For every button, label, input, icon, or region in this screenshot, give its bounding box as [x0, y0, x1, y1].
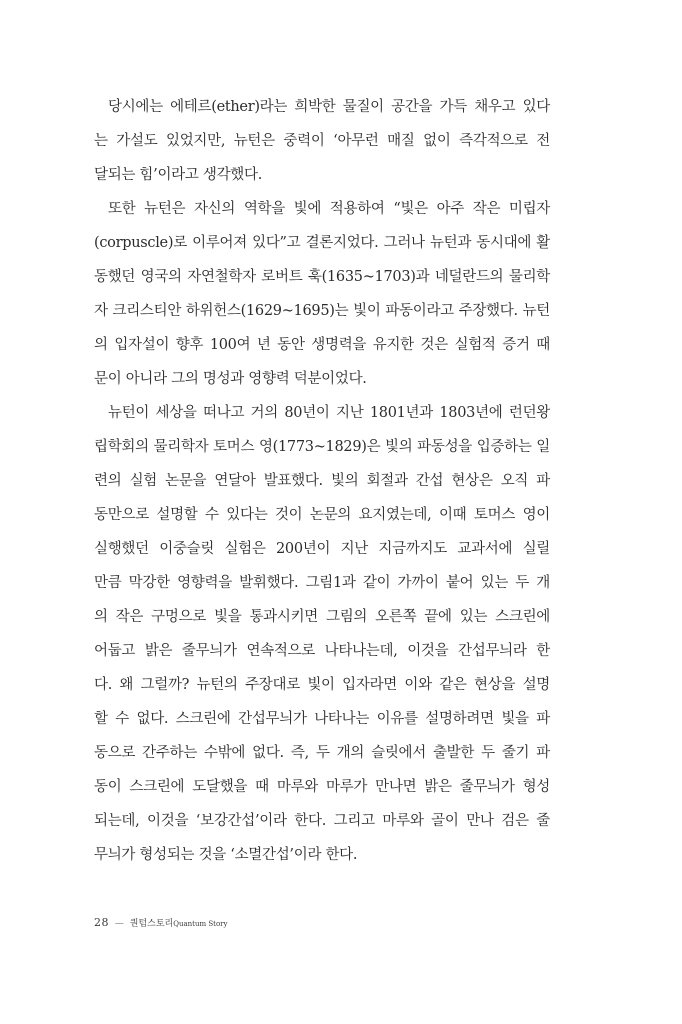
page-number: 28	[94, 916, 109, 929]
body-line: 당시에는 에테르(ether)라는 희박한 물질이 공간을 가득 채우고 있다	[108, 99, 550, 115]
body-line: 다. 왜 그럴까? 뉴턴의 주장대로 빛이 입자라면 이와 같은 현상을 설명	[94, 677, 550, 693]
body-line: 의 작은 구멍으로 빛을 통과시키면 그림의 오른쪽 끝에 있는 스크린에	[94, 609, 550, 625]
body-line: 는 가설도 있었지만, 뉴턴은 중력이 ‘아무런 매질 없이 즉각적으로 전	[94, 133, 550, 149]
body-line: 동했던 영국의 자연철학자 로버트 훅(1635~1703)과 네덜란드의 물리학	[94, 269, 550, 285]
body-line: 무늬가 형성되는 것을 ‘소멸간섭’이라 한다.	[94, 847, 358, 863]
body-line: 뉴턴이 세상을 떠나고 거의 80년이 지난 1801년과 1803년에 런던왕	[108, 405, 550, 421]
body-line: 달되는 힘’이라고 생각했다.	[94, 167, 263, 183]
body-line: 실행했던 이중슬릿 실험은 200년이 지난 지금까지도 교과서에 실릴	[94, 541, 550, 557]
body-line: 되는데, 이것을 ‘보강간섭’이라 한다. 그리고 마루와 골이 만나 검은 줄	[94, 813, 550, 829]
body-line: 동이 스크린에 도달했을 때 마루와 마루가 만나면 밝은 줄무늬가 형성	[94, 779, 550, 795]
body-line: 동으로 간주하는 수밖에 없다. 즉, 두 개의 슬릿에서 출발한 두 줄기 파	[94, 745, 550, 761]
body-line: (corpuscle)로 이루어져 있다”고 결론지었다. 그러나 뉴턴과 동시대에 활	[94, 235, 550, 251]
body-line: 할 수 없다. 스크린에 간섭무늬가 나타나는 이유를 설명하려면 빛을 파	[94, 711, 550, 727]
body-line: 만큼 막강한 영향력을 발휘했다. 그림1과 같이 가까이 붙어 있는 두 개	[94, 575, 550, 591]
body-line: 자 크리스티안 하위헌스(1629~1695)는 빛이 파동이라고 주장했다. 뉴턴	[94, 303, 550, 319]
body-line: 의 입자설이 향후 100여 년 동안 생명력을 유지한 것은 실험적 증거 때	[94, 337, 550, 353]
page-footer	[94, 916, 227, 930]
body-line: 련의 실험 논문을 연달아 발표했다. 빛의 회절과 간섭 현상은 오직 파	[94, 473, 550, 489]
footer-separator: —	[114, 919, 124, 929]
body-line: 동만으로 설명할 수 있다는 것이 논문의 요지였는데, 이때 토머스 영이	[94, 507, 550, 523]
book-title-english: Quantum Story	[173, 920, 228, 928]
book-title: 퀀텀스토리	[129, 919, 174, 929]
body-line: 문이 아니라 그의 명성과 영향력 덕분이었다.	[94, 371, 367, 387]
body-line: 어둡고 밝은 줄무늬가 연속적으로 나타나는데, 이것을 간섭무늬라 한	[94, 643, 550, 659]
body-line: 또한 뉴턴은 자신의 역학을 빛에 적용하여 “빛은 아주 작은 미립자	[108, 201, 550, 217]
body-line: 립학회의 물리학자 토머스 영(1773~1829)은 빛의 파동성을 입증하는 일	[94, 439, 550, 455]
